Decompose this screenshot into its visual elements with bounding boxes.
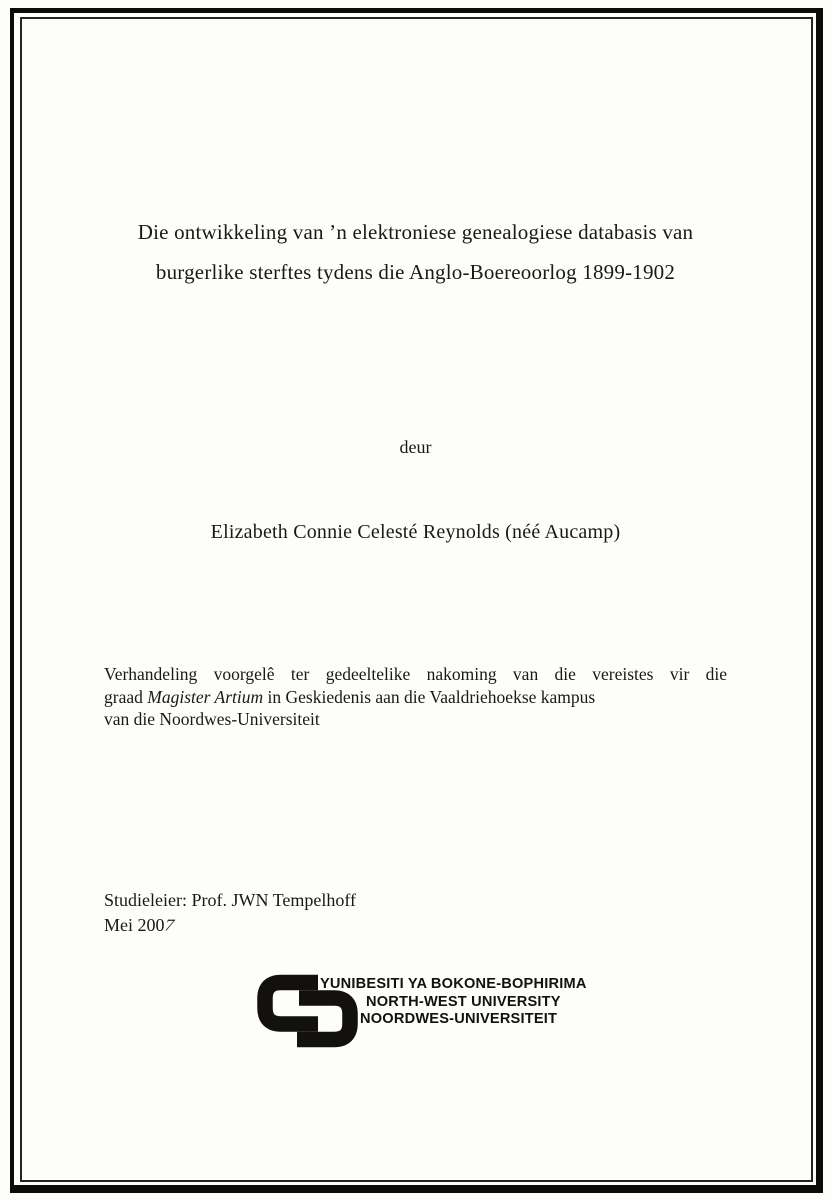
submission-statement <box>104 663 727 731</box>
statement-line2-suffix: in Geskiedenis aan die Vaaldriehoekse kampus <box>263 686 596 707</box>
author-name: Elizabeth Connie Celesté Reynolds (néé Aucamp) <box>210 521 621 543</box>
date-prefix: Mei 200 <box>104 914 165 935</box>
thesis-title-line2: burgerlike sterftes tydens die Anglo-Boereoorlog 1899-1902 <box>155 260 676 284</box>
logo-line-english: NORTH-WEST UNIVERSITY <box>366 993 561 1010</box>
university-logo <box>257 971 587 1051</box>
supervisor-line: Studieleier: Prof. JWN Tempelhoff <box>104 890 357 910</box>
university-logo-text <box>320 976 587 1029</box>
thesis-title <box>60 212 771 292</box>
thesis-title-line1: Die ontwikkeling van ’n elektroniese genealogiese databasis van <box>137 220 694 244</box>
statement-line1: Verhandeling voorgelê ter gedeeltelike nakoming van die vereistes vir die <box>104 664 727 684</box>
supervisor-block <box>104 888 356 937</box>
degree-name: Magister Artium <box>147 686 264 707</box>
logo-line-afrikaans: NOORDWES-UNIVERSITEIT <box>360 1011 558 1028</box>
byline: deur <box>399 437 432 457</box>
date-last-digit: 7 <box>161 915 177 934</box>
logo-line-setswana: YUNIBESITI YA BOKONE-BOPHIRIMA <box>320 976 587 992</box>
statement-line2 <box>104 686 727 709</box>
date-line <box>104 913 356 938</box>
statement-line3: van die Noordwes-Universiteit <box>104 709 320 729</box>
statement-line2-prefix: graad <box>104 686 148 707</box>
